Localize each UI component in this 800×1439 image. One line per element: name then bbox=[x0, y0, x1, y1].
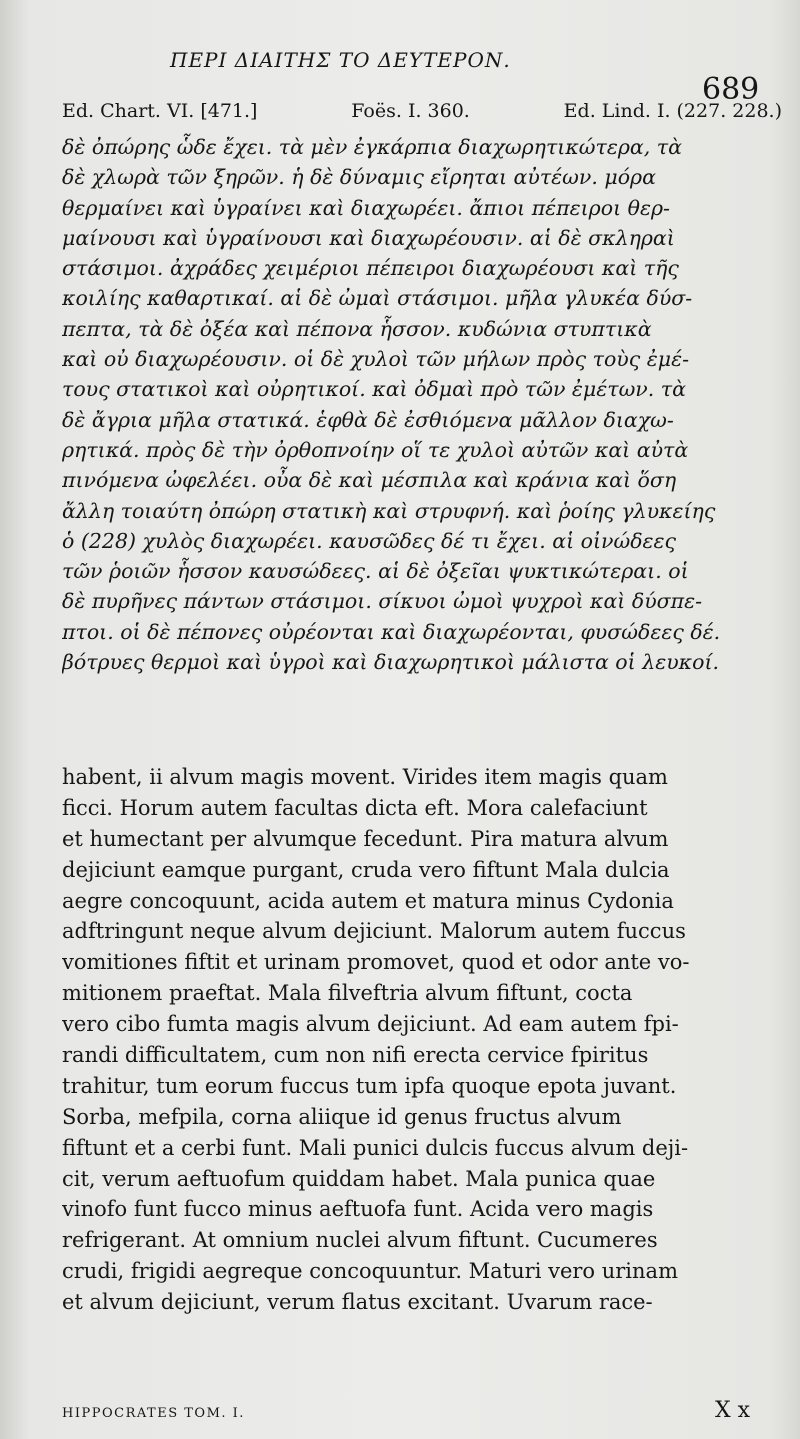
greek-text-line: τους στατικοὶ καὶ οὐρητικοί. καὶ ὀδμαὶ πρὸ τῶν ἐμέτων. τὰ bbox=[62, 377, 686, 402]
latin-text-line: vinofo funt fucco minus aeftuofa funt. Acida vero magis bbox=[62, 1197, 654, 1222]
latin-text-line: vomitiones fiftit et urinam promovet, quod et odor ante vo- bbox=[62, 950, 690, 975]
latin-translation-block bbox=[62, 762, 782, 1318]
latin-text-line: aegre concoquunt, acida autem et matura minus Cydonia bbox=[62, 888, 674, 913]
latin-text-line: habent, ii alvum magis movent. Virides item magis quam bbox=[62, 765, 668, 789]
latin-text-line: et alvum dejiciunt, verum flatus excitant. Uvarum race- bbox=[62, 1290, 653, 1315]
latin-text-line: dejiciunt eamque purgant, cruda vero fiftunt Mala dulcia bbox=[62, 857, 670, 882]
latin-text-line: cit, verum aeftuofum quiddam habet. Mala punica quae bbox=[62, 1166, 656, 1191]
greek-text-line: ρητικά. πρὸς δὲ τὴν ὀρθοπνοίην οἵ τε χυλοὶ αὐτῶν καὶ αὐτὰ bbox=[62, 437, 689, 462]
greek-text-line: στάσιμοι. ἀχράδες χειμέριοι πέπειροι διαχωρέουσι καὶ τῆς bbox=[62, 256, 679, 281]
foes-reference: Foës. I. 360. bbox=[351, 100, 470, 122]
running-head: ΠΕΡΙ ΔΙΑΙΤΗΣ ΤΟ ΔΕΥΤΕΡΟΝ. bbox=[170, 48, 511, 72]
linden-reference: Ed. Lind. I. (227. 228.) bbox=[563, 100, 782, 122]
greek-text-line: κοιλίης καθαρτικαί. αἱ δὲ ὠμαὶ στάσιμοι. μῆλα γλυκέα δύσ- bbox=[62, 286, 693, 311]
latin-text-line: Sorba, mefpila, corna aliique id genus fructus alvum bbox=[62, 1104, 622, 1129]
page-number: 689 bbox=[702, 72, 760, 107]
page-footer bbox=[62, 1398, 782, 1423]
greek-text-line: δὲ χλωρὰ τῶν ξηρῶν. ἡ δὲ δύναμις εἴρηται αὐτέων. μόρα bbox=[62, 165, 656, 190]
greek-text-line: δὲ ὀπώρης ὧδε ἔχει. τὰ μὲν ἐγκάρπια διαχωρητικώτερα, τὰ bbox=[62, 135, 682, 159]
latin-text-line: ficci. Horum autem facultas dicta eft. Mora calefaciunt bbox=[62, 795, 648, 820]
greek-text-line: δὲ ἄγρια μῆλα στατικά. ἑφθὰ δὲ ἐσθιόμενα μᾶλλον διαχω- bbox=[62, 407, 674, 432]
latin-text-line: mitionem praeftat. Mala filveftria alvum fiftunt, cocta bbox=[62, 981, 633, 1006]
greek-text-line: ἄλλη τοιαύτη ὀπώρη στατικὴ καὶ στρυφνή. καὶ ῥοίης γλυκείης bbox=[62, 498, 716, 523]
greek-text-line: καὶ οὐ διαχωρέουσιν. οἱ δὲ χυλοὶ τῶν μήλων πρὸς τοὺς ἐμέ- bbox=[62, 347, 690, 372]
greek-text-line: βότρυες θερμοὶ καὶ ὑγροὶ καὶ διαχωρητικοὶ μάλιστα οἱ λευκοί. bbox=[62, 650, 720, 675]
latin-text-line: randi difficultatem, cum non nifi erecta cervice fpiritus bbox=[62, 1043, 649, 1068]
greek-text-line: πινόμενα ὠφελέει. οὖα δὲ καὶ μέσπιλα καὶ κράνια καὶ ὅση bbox=[62, 468, 677, 493]
greek-text-line: μαίνουσι καὶ ὑγραίνουσι καὶ διαχωρέουσιν. αἱ δὲ σκληραὶ bbox=[62, 225, 675, 250]
greek-text-line: θερμαίνει καὶ ὑγραίνει καὶ διαχωρέει. ἄπιοι πέπειροι θερ- bbox=[62, 195, 670, 220]
latin-text-line: et humectant per alvumque fecedunt. Pira matura alvum bbox=[62, 826, 669, 851]
chartier-reference: Ed. Chart. VI. [471.] bbox=[62, 100, 258, 122]
signature-mark: X x bbox=[714, 1398, 750, 1423]
greek-text-line: ὁ (228) χυλὸς διαχωρέει. καυσῶδες δέ τι ἔχει. αἱ οἰνώδεες bbox=[62, 528, 677, 553]
greek-text-block bbox=[62, 132, 782, 677]
latin-text-line: refrigerant. At omnium nuclei alvum fiftunt. Cucumeres bbox=[62, 1228, 658, 1253]
latin-text-line: adftringunt neque alvum dejiciunt. Malorum autem fuccus bbox=[62, 919, 686, 944]
edition-references bbox=[62, 100, 782, 122]
latin-text-line: crudi, frigidi aegreque concoquuntur. Maturi vero urinam bbox=[62, 1259, 678, 1284]
latin-text-line: trahitur, tum eorum fuccus tum ipfa quoque epota juvant. bbox=[62, 1073, 677, 1098]
signature-line: HIPPOCRATES TOM. I. bbox=[62, 1406, 245, 1421]
greek-text-line: τῶν ῥοιῶν ἧσσον καυσώδεες. αἱ δὲ ὀξεῖαι ψυκτικώτεραι. οἱ bbox=[62, 559, 689, 584]
latin-text-line: vero cibo fumta magis alvum dejiciunt. Ad eam autem fpi- bbox=[62, 1012, 679, 1037]
greek-text-line: δὲ πυρῆνες πάντων στάσιμοι. σίκυοι ὠμοὶ ψυχροὶ καὶ δύσπε- bbox=[62, 589, 703, 614]
greek-text-line: πεπτα, τὰ δὲ ὀξέα καὶ πέπονα ἧσσον. κυδώνια στυπτικὰ bbox=[62, 316, 652, 341]
greek-text-line: πτοι. οἱ δὲ πέπονες οὐρέονται καὶ διαχωρέονται, φυσώδεες δέ. bbox=[62, 619, 721, 644]
latin-text-line: fiftunt et a cerbi funt. Mali punici dulcis fuccus alvum deji- bbox=[62, 1135, 689, 1160]
